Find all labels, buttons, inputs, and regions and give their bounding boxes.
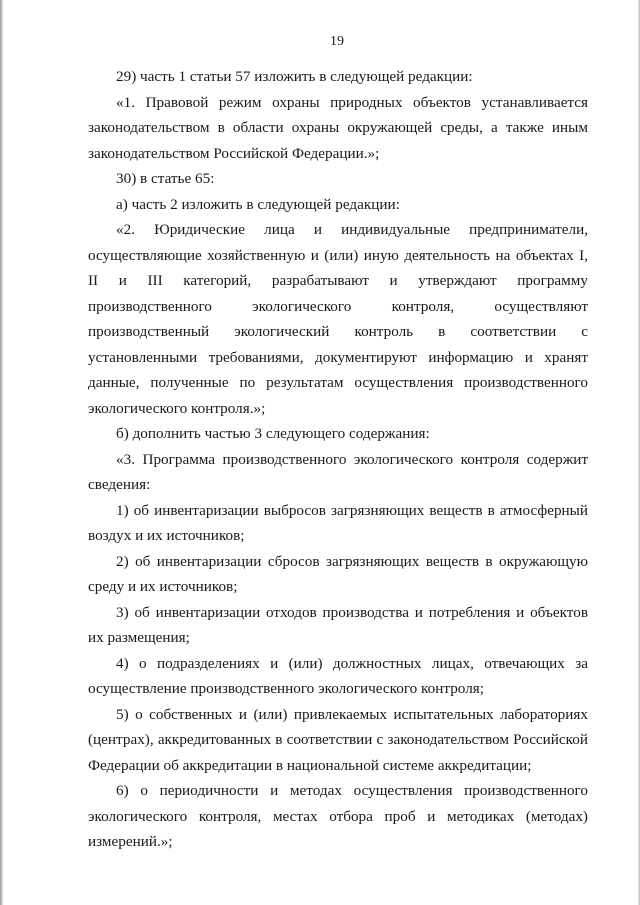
- list-item-1: 1) об инвентаризации выбросов загрязняющих веществ в атмосферный воздух и их источников;: [88, 501, 588, 544]
- paragraph-item-29: 29) часть 1 статьи 57 изложить в следующей редакции:: [116, 68, 473, 85]
- document-body: [88, 64, 588, 855]
- scan-border-left: [0, 0, 3, 905]
- list-item-3: 3) об инвентаризации отходов производства и потребления и объектов их размещения;: [88, 603, 588, 646]
- list-item-6: 6) о периодичности и методах осуществления производственного экологического контроля, местах отбора проб и методиках (методах) измерений.»;: [88, 782, 588, 850]
- paragraph-item-30: 30) в статье 65:: [116, 170, 215, 187]
- paragraph-subitem-a: а) часть 2 изложить в следующей редакции:: [116, 195, 400, 213]
- list-item-5: 5) о собственных и (или) привлекаемых испытательных лабораториях (центрах), аккредитованных в соответствии с законодательством Российской Федерации об аккредитации в национальной системе аккредитации;: [88, 705, 588, 774]
- paragraph-part-2-text: «2. Юридические лица и индивидуальные предприниматели, осуществляющие хозяйственную и (или) иную деятельность на объектах I, II и III категорий, разрабатывают и утверждают программу производственного экологического контроля, осуществляют производственный экологический контроль в соответствии с установленными требованиями, документируют информацию и хранят данные, полученные по результатам осуществления производственного экологического контроля.»;: [88, 221, 588, 417]
- list-item-2: 2) об инвентаризации сбросов загрязняющих веществ в окружающую среду и их источников;: [88, 552, 588, 595]
- paragraph-subitem-b: б) дополнить частью 3 следующего содержания:: [116, 425, 430, 442]
- list-item-4: 4) о подразделениях и (или) должностных лицах, отвечающих за осуществление производственного экологического контроля;: [88, 654, 588, 697]
- page-number: 19: [330, 34, 344, 49]
- paragraph-part-3-text: «3. Программа производственного экологического контроля содержит сведения:: [88, 450, 588, 493]
- paragraph-article-57-text: «1. Правовой режим охраны природных объектов устанавливается законодательством в области охраны окружающей среды, а также иным законодательством Российской Федерации.»;: [88, 93, 588, 162]
